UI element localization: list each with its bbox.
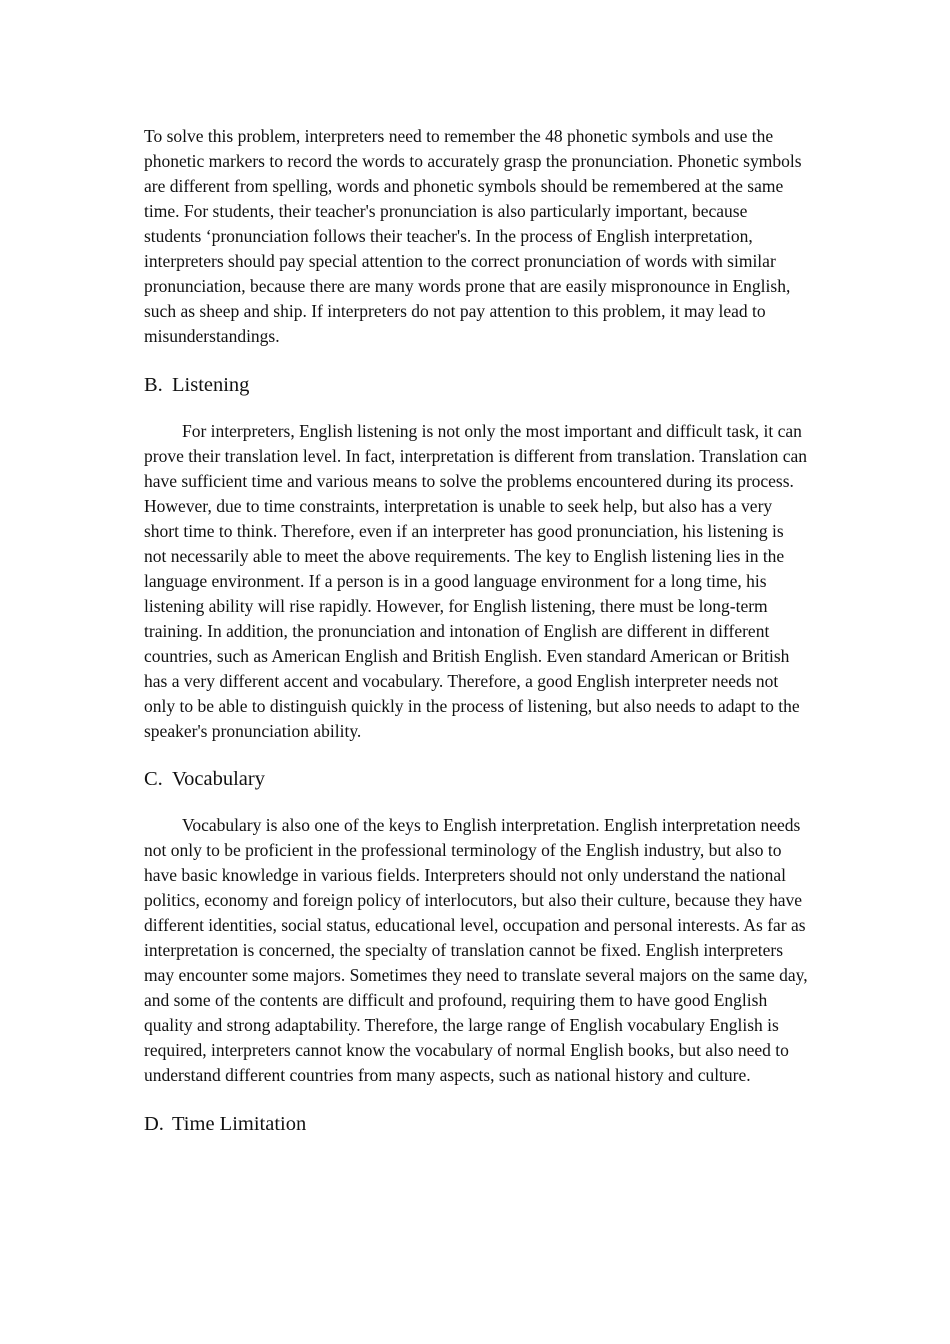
vocabulary-paragraph: Vocabulary is also one of the keys to English interpretation. English interpretation needs not only to be proficient in the professional terminology of the English industry, but also to have basic knowledge in various fields. Interpreters should not only understand the national politics, economy and foreign policy of interlocutors, but also their culture, because they have different identities, social status, educational level, occupation and personal interests. As far as interpretation is concerned, the specialty of translation cannot be fixed. English interpreters may encounter some majors. Sometimes they need to translate several majors on the same day, and some of the contents are difficult and profound, requiring them to have good English quality and strong adaptability. Therefore, the large range of English vocabulary English is required, interpreters cannot know the vocabulary of normal English books, but also need to understand different countries from many aspects, such as national history and culture. bbox=[144, 815, 808, 1085]
section-heading-time-limitation bbox=[144, 1110, 808, 1138]
section-letter: D. bbox=[144, 1113, 164, 1135]
section-letter: C. bbox=[144, 768, 163, 790]
section-title: Time Limitation bbox=[172, 1113, 307, 1135]
document-page bbox=[144, 124, 808, 1138]
intro-paragraph: To solve this problem, interpreters need to remember the 48 phonetic symbols and use the phonetic markers to record the words to accurately grasp the pronunciation. Phonetic symbols are different from spelling, words and phonetic symbols should be remembered at the same time. For students, their teacher's pronunciation is also particularly important, because students ‘pronunciation follows their teacher's. In the process of English interpretation, interpreters should pay special attention to the correct pronunciation of words with similar pronunciation, because there are many words prone that are easily mispronounce in English, such as sheep and ship. If interpreters do not pay attention to this problem, it may lead to misunderstandings. bbox=[144, 126, 802, 346]
section-heading-vocabulary bbox=[144, 765, 808, 793]
section-letter: B. bbox=[144, 374, 163, 396]
listening-paragraph: For interpreters, English listening is not only the most important and difficult task, it can prove their translation level. In fact, interpretation is different from translation. Translation can have sufficient time and various means to solve the problems encountered during its process. However, due to time constraints, interpretation is unable to seek help, but also has a very short time to think. Therefore, even if an interpreter has good pronunciation, his listening is not necessarily able to meet the above requirements. The key to English listening lies in the language environment. If a person is in a good language environment for a long time, his listening ability will rise rapidly. However, for English listening, there must be long-term training. In addition, the pronunciation and intonation of English are different in different countries, such as American English and British English. Even standard American or British has a very different accent and vocabulary. Therefore, a good English interpreter needs not only to be able to distinguish quickly in the process of listening, but also needs to adapt to the speaker's pronunciation ability. bbox=[144, 421, 808, 741]
section-heading-listening bbox=[144, 371, 808, 399]
section-title: Listening bbox=[172, 374, 250, 396]
section-title: Vocabulary bbox=[172, 768, 265, 790]
